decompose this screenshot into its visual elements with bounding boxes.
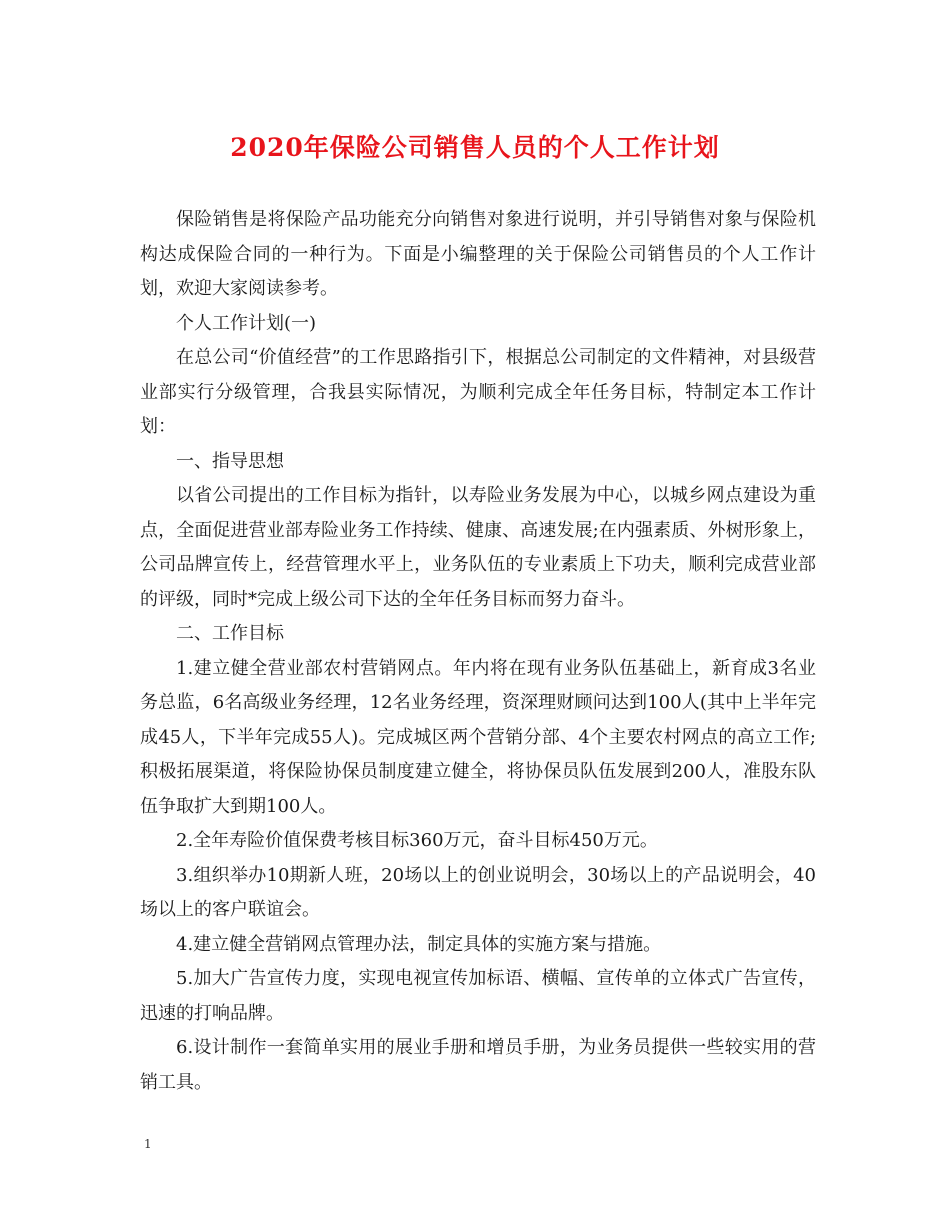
document-body: [140, 203, 816, 1100]
paragraph-plan-purpose: 在总公司“价值经营”的工作思路指引下，根据总公司制定的文件精神，对县级营业部实行分级管理，合我县实际情况，为顺利完成全年任务目标，特制定本工作计划：: [140, 347, 816, 437]
goal-item-3: 3.组织举办10期新人班，20场以上的创业说明会，30场以上的产品说明会，40场以上的客户联谊会。: [140, 864, 816, 920]
goal-item-2: 2.全年寿险价值保费考核目标360万元，奋斗目标450万元。: [176, 830, 658, 851]
section-heading-work-goals: 二、工作目标: [176, 623, 284, 644]
goal-item-6: 6.设计制作一套简单实用的展业手册和增员手册，为业务员提供一些较实用的营销工具。: [140, 1037, 816, 1093]
goal-item-4: 4.建立健全营销网点管理办法，制定具体的实施方案与措施。: [176, 933, 662, 955]
goal-item-5: 5.加大广告宣传力度，实现电视宣传加标语、横幅、宣传单的立体式广告宣传，迅速的打响品牌。: [140, 968, 816, 1024]
document-title: 2020年保险公司销售人员的个人工作计划: [230, 133, 720, 162]
paragraph-intro: 保险销售是将保险产品功能充分向销售对象进行说明，并引导销售对象与保险机构达成保险合同的一种行为。下面是小编整理的关于保险公司销售员的个人工作计划，欢迎大家阅读参考。: [140, 209, 816, 299]
section-heading-plan-one: 个人工作计划(一): [176, 312, 317, 334]
section-heading-guiding-ideology: 一、指导思想: [176, 450, 284, 472]
goal-item-1: 1.建立健全营业部农村营销网点。年内将在现有业务队伍基础上，新育成3名业务总监，6名高级业务经理，12名业务经理，资深理财顾问达到100人(其中上半年完成45人，下半年完成55人)。完成城区两个营销分部、4个主要农村网点的高立工作;积极拓展渠道，将保险协保员制度建立健全，将协保员队伍发展到200人，准股东队伍争取扩大到期100人。: [140, 657, 816, 817]
paragraph-guiding-ideology: 以省公司提出的工作目标为指针，以寿险业务发展为中心，以城乡网点建设为重点，全面促进营业部寿险业务工作持续、健康、高速发展;在内强素质、外树形象上，公司品牌宣传上，经营管理水平上，业务队伍的专业素质上下功夫，顺利完成营业部的评级，同时*完成上级公司下达的全年任务目标而努力奋斗。: [140, 485, 816, 610]
page-number: 1: [144, 1137, 152, 1151]
